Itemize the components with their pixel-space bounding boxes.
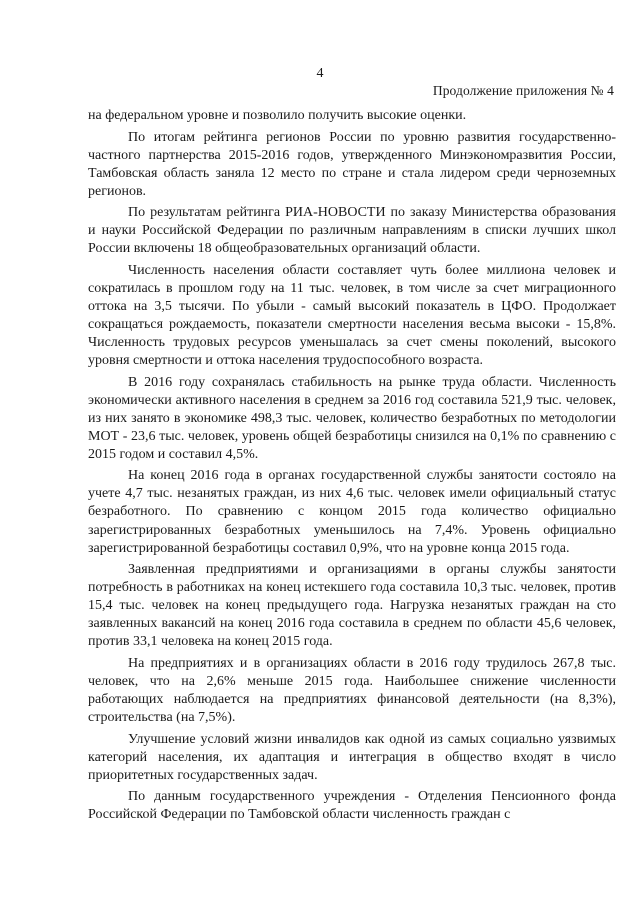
paragraph: По данным государственного учреждения - Отделения Пенсионного фонда Российской Федерации по Тамбовской области численность граждан с xyxy=(88,789,616,823)
paragraph: на федеральном уровне и позволило получить высокие оценки. xyxy=(88,108,467,123)
paragraph: По результатам рейтинга РИА-НОВОСТИ по заказу Министерства образования и науки Российской Федерации по различным направлениям в списки лучших школ России включены 18 общеобразовательных организаций области. xyxy=(88,205,616,257)
body-text xyxy=(88,107,616,828)
paragraph: На предприятиях и в организациях области в 2016 году трудилось 267,8 тыс. человек, что на 2,6% меньше 2015 года. Наибольшее снижение численности работающих наблюдается на предприятиях финансовой деятельности (на 8,3%), строительства (на 7,5%). xyxy=(88,655,616,725)
paragraph: По итогам рейтинга регионов России по уровню развития государственно-частного партнерства 2015-2016 годов, утвержденного Минэкономразвития России, Тамбовская область заняла 12 место по стране и стала лидером среди черноземных регионов. xyxy=(88,129,616,199)
paragraph: Улучшение условий жизни инвалидов как одной из самых социально уязвимых категорий населения, их адаптация и интеграция в общество входят в число приоритетных государственных задач. xyxy=(88,731,616,783)
running-header: Продолжение приложения № 4 xyxy=(432,83,614,98)
page-number: 4 xyxy=(316,66,324,81)
paragraph: На конец 2016 года в органах государственной службы занятости состояло на учете 4,7 тыс. незанятых граждан, из них 4,6 тыс. человек имели официальный статус безработного. По сравнению с концом 2015 года количество официально зарегистрированных безработных уменьшилось на 7,4%. Уровень официально зарегистрированной безработицы составил 0,9%, что на уровне конца 2015 года. xyxy=(88,468,616,556)
paragraph: В 2016 году сохранялась стабильность на рынке труда области. Численность экономически активного населения в среднем за 2016 год составила 521,9 тыс. человек, из них занято в экономике 498,3 тыс. человек, количество безработных по методологии МОТ - 23,6 тыс. человек, уровень общей безработицы снизился на 0,1% по сравнению с 2015 годом и составил 4,5%. xyxy=(88,374,616,462)
paragraph: Заявленная предприятиями и организациями в органы службы занятости потребность в работниках на конец истекшего года составила 10,3 тыс. человек, против 15,4 тыс. человек на конец предыдущего года. Нагрузка незанятых граждан на сто заявленных вакансий на конец 2016 года составила в среднем по области 45,6 человек, против 33,1 человека на конец 2015 года. xyxy=(88,562,616,650)
paragraph: Численность населения области составляет чуть более миллиона человек и сократилась в прошлом году на 11 тыс. человек, в том числе за счет миграционного оттока на 3,5 тысячи. По убыли - самый высокий показатель в ЦФО. Продолжает сокращаться рождаемость, показатели смертности населения весьма высоки - 15,8%. Численность трудовых ресурсов уменьшалась за счет смены поколений, высокого уровня смертности и оттока населения трудоспособного возраста. xyxy=(88,262,616,369)
